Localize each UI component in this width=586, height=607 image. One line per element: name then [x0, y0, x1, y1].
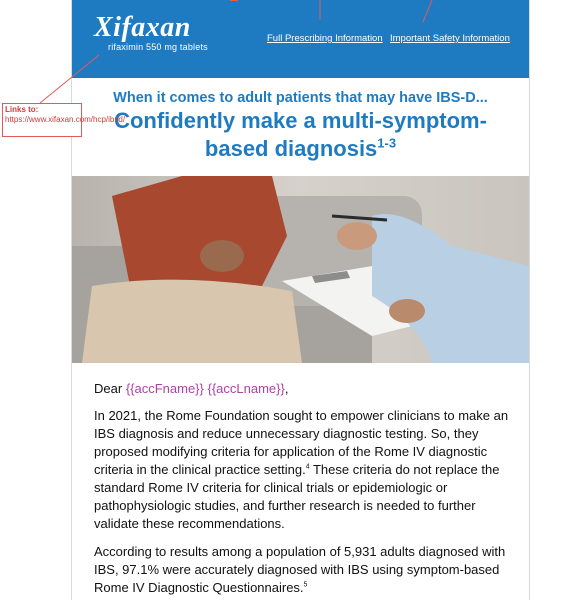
email-frame	[71, 0, 530, 600]
annotation-url: https://www.xifaxan.com/hcp/ibsd/	[5, 115, 126, 124]
headline-text: Confidently make a multi-symptom-based diagnosis	[114, 108, 487, 161]
paragraph-1-continued: These criteria do not replace the standard Rome IV criteria for clinical trials or epidemiologic or pathophysiologic studies, and further research is needed to further validate these recommendations.	[94, 462, 500, 531]
headline-reference: 1-3	[377, 135, 397, 151]
logo-wordmark: Xifaxan	[94, 12, 191, 43]
paragraph-2-text: According to results among a population of 5,931 adults diagnosed with IBS, 97.1% were accurately diagnosed with IBS using symptom-based Rome IV Diagnostic Questionnaires.	[94, 544, 506, 595]
full-prescribing-information-link[interactable]: Full Prescribing Information	[267, 33, 383, 44]
annotation-marker	[230, 0, 238, 1]
paragraph-results	[94, 543, 514, 597]
xifaxan-logo	[94, 14, 208, 53]
important-safety-information-link[interactable]: Important Safety Information	[390, 33, 510, 44]
paragraph-1-text: In 2021, the Rome Foundation sought to empower clinicians to make an IBS diagnosis and reduce unnecessary diagnostic testing. So, they proposed modifying criteria for application of the Rome IV diagnostic criteria in the clinical practice setting.	[94, 408, 509, 477]
greeting	[94, 380, 514, 398]
headline	[92, 107, 509, 163]
email-body	[94, 380, 514, 607]
greeting-punctuation: ,	[284, 381, 289, 396]
paragraph-rome-foundation	[94, 407, 514, 533]
email-header	[72, 0, 529, 78]
paragraph-1-reference: 4	[305, 463, 310, 471]
greeting-text: Dear	[94, 381, 123, 396]
pre-headline: When it comes to adult patients that may have IBS-D...	[113, 90, 488, 106]
hero-photo	[72, 176, 529, 363]
consultation-image	[72, 176, 529, 363]
link-annotation-note	[2, 103, 126, 137]
merge-first-name: {{accFname}}	[125, 381, 204, 396]
paragraph-2-reference: 5	[303, 581, 308, 589]
merge-last-name: {{accLname}}	[207, 381, 285, 396]
annotation-label: Links to:	[5, 105, 39, 114]
logo-subtitle: rifaximin 550 mg tablets	[108, 42, 208, 52]
